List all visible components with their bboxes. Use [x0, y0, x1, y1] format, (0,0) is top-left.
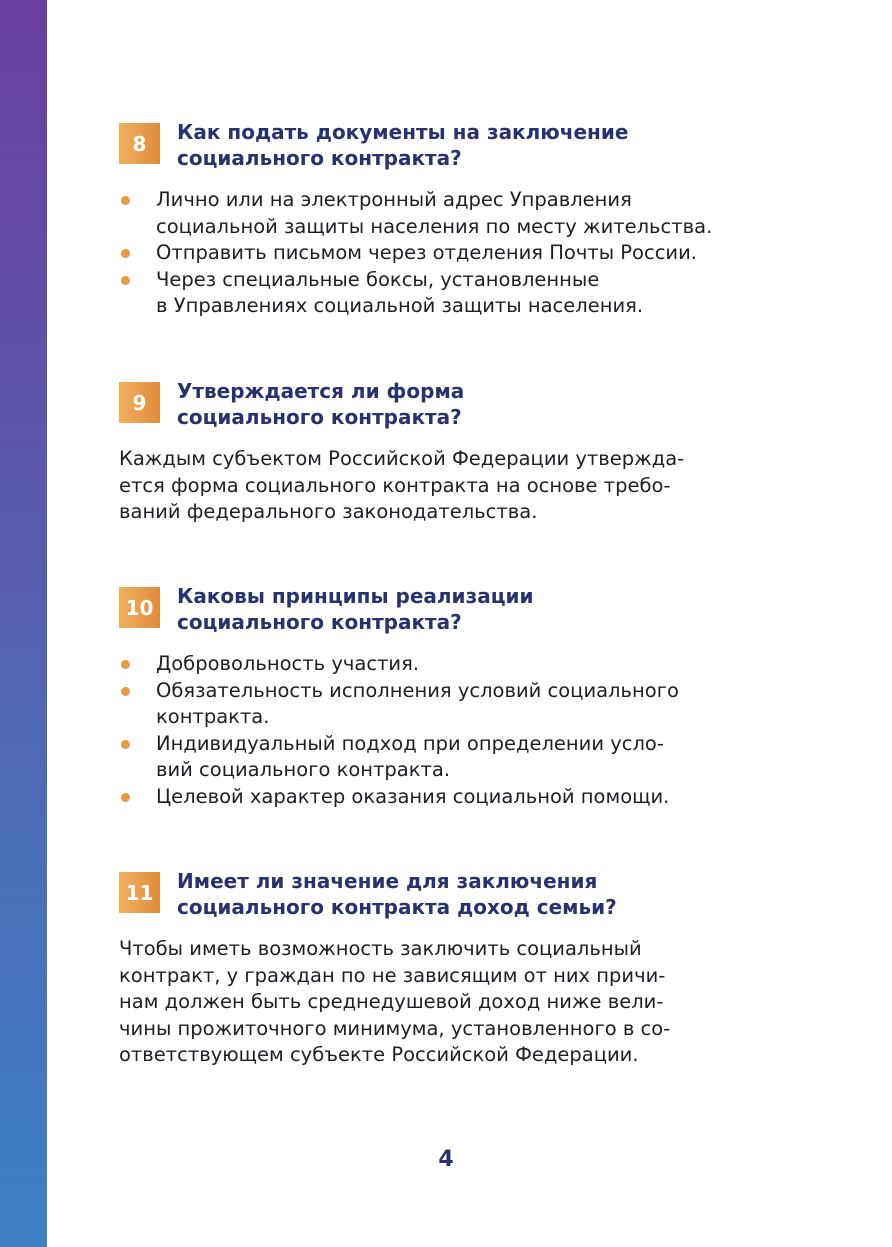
answer-paragraph: Каждым субъектом Российской Федерации утвержда- ется форма социального контракта на основе требо- ваний федерального законодательства.: [119, 447, 685, 523]
answer-paragraph: Чтобы иметь возможность заключить социальный контракт, у граждан по не зависящим от них причи- нам должен быть среднедушевой доход ниже вели- чины прожиточного минимума, установленного в со- ответствующем субъекте Российской Федерации.: [119, 937, 671, 1066]
list-item: Через специальные боксы, установленные в Управлениях социальной защиты населения.: [119, 267, 799, 320]
question-header: [119, 119, 799, 175]
list-item: Индивидуальный подход при определении усло- вий социального контракта.: [119, 731, 799, 784]
answer-bullet-list: [119, 187, 799, 320]
faq-section-8: [119, 119, 799, 320]
question-title: Имеет ли значение для заключения социального контракта доход семьи?: [177, 869, 617, 919]
list-item: Добровольность участия.: [119, 651, 799, 678]
answer-bullet-list: [119, 651, 799, 810]
question-number-badge: 11: [119, 872, 160, 913]
question-header: [119, 868, 799, 924]
question-title: Каковы принципы реализации социального контракта?: [177, 584, 534, 634]
faq-section-11: [119, 868, 799, 1069]
question-header: [119, 378, 799, 434]
question-number-badge: 8: [119, 123, 160, 164]
list-item: Отправить письмом через отделения Почты России.: [119, 240, 799, 267]
list-item: Целевой характер оказания социальной помощи.: [119, 784, 799, 811]
question-number-badge: 9: [119, 382, 160, 423]
decorative-side-bar: [0, 0, 47, 1247]
faq-section-9: [119, 378, 799, 526]
question-title: Утверждается ли форма социального контракта?: [177, 379, 465, 429]
page-number: 4: [438, 1147, 454, 1172]
question-number-badge: 10: [119, 587, 160, 628]
question-title: Как подать документы на заключение социального контракта?: [177, 120, 629, 170]
faq-section-10: [119, 583, 799, 810]
question-header: [119, 583, 799, 639]
list-item: Лично или на электронный адрес Управления социальной защиты населения по месту жительства.: [119, 187, 799, 240]
list-item: Обязательность исполнения условий социального контракта.: [119, 678, 799, 731]
